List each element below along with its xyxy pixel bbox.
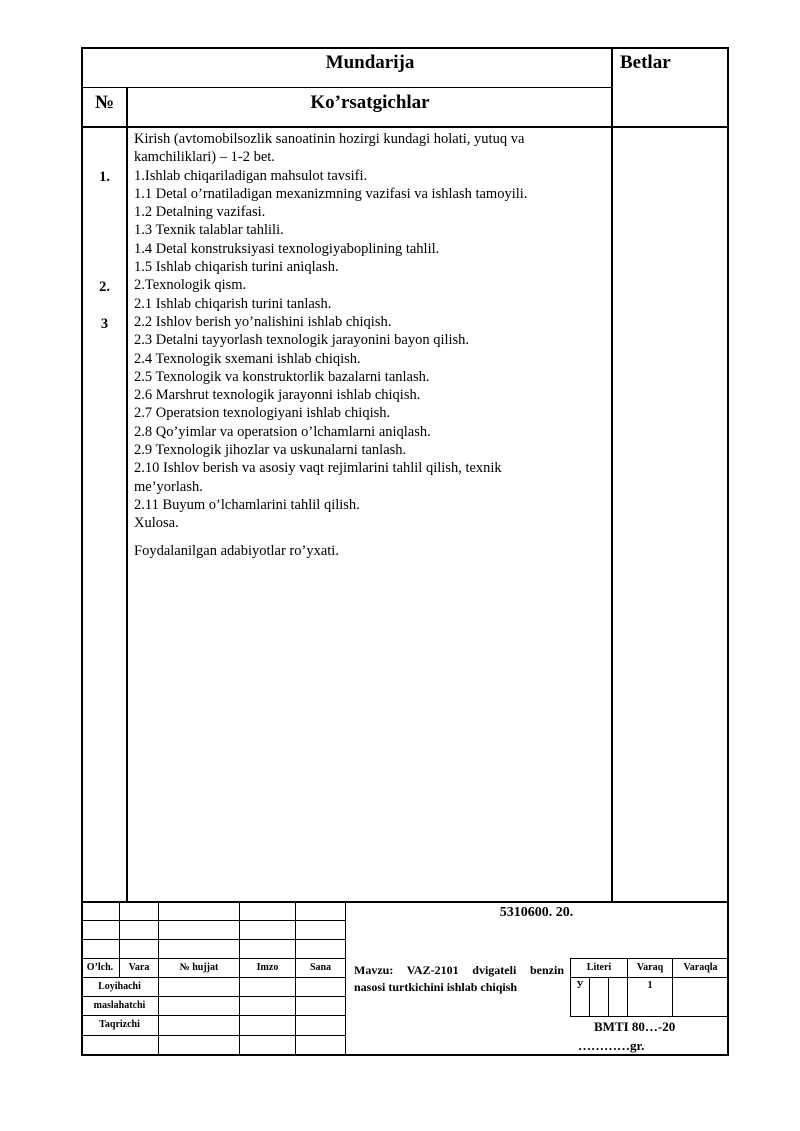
stamp-grid-line — [81, 939, 345, 940]
org-group: …………gr. — [578, 1038, 645, 1053]
toc-line: 2.10 Ishlov berish va asosiy vaqt rejimlarini tahlil qilish, texnik — [134, 460, 502, 477]
varaq-label: Varaq — [636, 962, 664, 973]
toc-line: 2.3 Detalni tayyorlash texnologik jarayonini bayon qilish. — [134, 332, 470, 349]
stamp-grid-line — [81, 958, 345, 959]
col-sana: Sana — [309, 962, 332, 973]
toc-line: 1.1 Detal o’rnatiladigan mexanizmning vazifasi va ishlash tamoyili. — [134, 185, 528, 202]
frame-top — [81, 47, 729, 49]
stamp-grid-line — [158, 902, 159, 1054]
toc-line: 1.2 Detalning vazifasi. — [134, 204, 266, 221]
header-bottom — [81, 126, 729, 128]
toc-line: 2.11 Buyum o’lchamlarini tahlil qilish. — [134, 496, 360, 513]
toc-list — [134, 130, 610, 560]
stamp-grid-line — [570, 958, 728, 959]
col-hujjat: № hujjat — [179, 962, 219, 973]
number-header: № — [94, 92, 115, 113]
indicators-header: Ko’rsatgichlar — [310, 92, 430, 113]
stamp-grid-line — [81, 977, 345, 978]
toc-line: 2.5 Texnologik va konstruktorlik bazalarni tanlash. — [134, 368, 430, 385]
stamp-grid-line — [589, 977, 590, 1016]
header-divider — [81, 87, 612, 88]
frame-left — [81, 47, 83, 1056]
number-col-divider — [126, 87, 128, 902]
stamp-grid-line — [345, 902, 346, 1054]
stamp-grid-line — [81, 996, 345, 997]
toc-line: me’yorlash. — [134, 478, 203, 495]
varaq-value: 1 — [647, 980, 653, 991]
stamp-grid-line — [570, 977, 728, 978]
project-topic: Mavzu: VAZ-2101 dvigateli benzin nasosi turtkichini ishlab chiqish — [354, 963, 564, 994]
toc-line: Xulosa. — [134, 515, 179, 532]
toc-line: 1.3 Texnik talablar tahlili. — [134, 222, 284, 239]
toc-line: 2.7 Operatsion texnologiyani ishlab chiqish. — [134, 405, 391, 422]
col-vara: Vara — [128, 962, 150, 973]
frame-bottom — [81, 1054, 729, 1056]
toc-line: kamchiliklari) – 1-2 bet. — [134, 149, 275, 166]
col-imzo: Imzo — [256, 962, 279, 973]
row-loyihachi: Loyihachi — [98, 981, 141, 992]
stamp-grid-line — [81, 1015, 345, 1016]
stamp-grid-line — [81, 920, 345, 921]
toc-line: 2.8 Qo’yimlar va operatsion o’lchamlarni aniqlash. — [134, 423, 431, 440]
toc-line: 1.Ishlab chiqariladigan mahsulot tavsifi. — [134, 167, 368, 184]
toc-line: 2.Texnologik qism. — [134, 277, 247, 294]
toc-line: 2.9 Texnologik jihozlar va uskunalarni tanlash. — [134, 442, 407, 459]
section-number-1: 1. — [99, 169, 110, 185]
toc-line: Foydalanilgan adabiyotlar ro’yxati. — [134, 542, 339, 559]
stamp-grid-line — [81, 1035, 345, 1036]
varaqla-label: Varaqla — [683, 962, 718, 973]
row-maslahatchi: maslahatchi — [93, 1000, 146, 1011]
section-number-3: 3 — [100, 316, 109, 332]
org-code: BMTI 80…-20 — [594, 1019, 676, 1034]
betlar-header: Betlar — [620, 52, 671, 73]
section-number-2: 2. — [99, 279, 110, 295]
betlar-divider — [611, 47, 613, 902]
literi-label: Literi — [586, 962, 612, 973]
stamp-grid-line — [295, 902, 296, 1054]
col-olch: O’lch. — [86, 962, 114, 973]
row-taqrizchi: Taqrizchi — [99, 1019, 140, 1030]
stamp-grid-line — [608, 977, 609, 1016]
toc-line: 2.1 Ishlab chiqarish turini tanlash. — [134, 295, 332, 312]
toc-line: 2.4 Texnologik sxemani ishlab chiqish. — [134, 350, 361, 367]
toc-line: 2.6 Marshrut texnologik jarayonni ishlab chiqish. — [134, 387, 421, 404]
page-title: Mundarija — [325, 52, 415, 73]
toc-line: 1.4 Detal konstruksiyasi texnologiyaboplining tahlil. — [134, 240, 440, 257]
literi-value: У — [576, 980, 584, 991]
doc-code: 5310600. 20. — [499, 905, 574, 920]
frame-right — [727, 47, 729, 1056]
stamp-top — [81, 901, 729, 903]
toc-line: 1.5 Ishlab chiqarish turini aniqlash. — [134, 259, 339, 276]
stamp-grid-line — [239, 902, 240, 1054]
toc-line: Kirish (avtomobilsozlik sanoatinin hozirgi kundagi holati, yutuq va — [134, 131, 525, 147]
toc-line: 2.2 Ishlov berish yo’nalishini ishlab chiqish. — [134, 313, 392, 330]
stamp-grid-line — [570, 1016, 728, 1017]
